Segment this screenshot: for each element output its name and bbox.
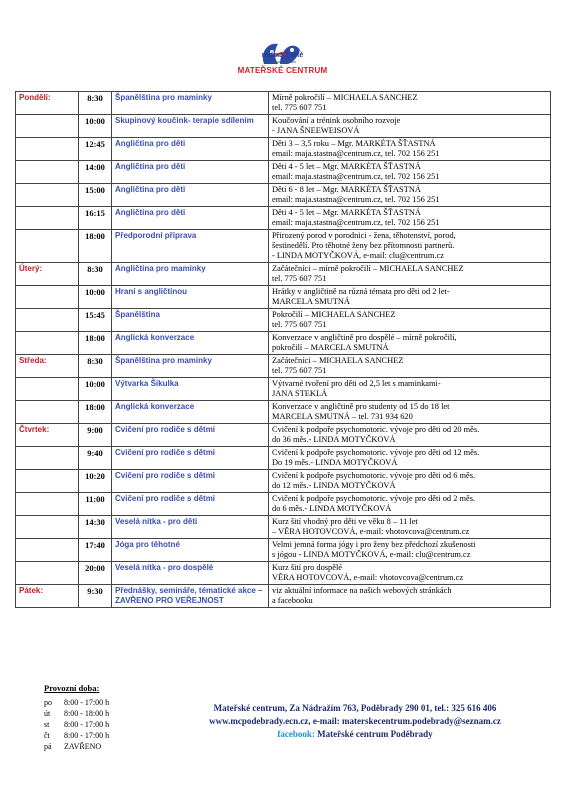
description-line: - JANA ŠNEEWEISOVÁ: [272, 126, 360, 135]
description-line: – VĚRA HOTOVCOVÁ, e-mail: vhotovcova@centrum.cz: [272, 527, 470, 536]
description-line: Mírně pokročilí – MICHAELA SANCHEZ: [272, 93, 418, 102]
hours-time: 8:00 - 17:00 h: [64, 697, 110, 707]
description-line: Začátečníci – MICHAELA SANCHEZ: [272, 356, 404, 365]
hours-row: [44, 697, 121, 708]
schedule-time: 18:00: [79, 401, 112, 424]
schedule-day: Středa:: [16, 355, 79, 378]
schedule-activity: Angličtina pro děti: [112, 138, 269, 161]
schedule-row: [16, 286, 551, 309]
schedule-day: [16, 184, 79, 207]
schedule-description: [269, 184, 551, 207]
hours-row: [44, 730, 121, 741]
facebook-value: Mateřské centrum Poděbrady: [314, 729, 433, 739]
description-line: Pokročilí – MICHAELA SANCHEZ: [272, 310, 396, 319]
schedule-activity: Jóga pro těhotné: [112, 539, 269, 562]
schedule-row: [16, 161, 551, 184]
schedule-activity: Angličtina pro děti: [112, 207, 269, 230]
hours-day: út: [44, 708, 51, 718]
schedule-description: [269, 355, 551, 378]
schedule-day: Čtvrtek:: [16, 424, 79, 447]
schedule-activity: Hraní s angličtinou: [112, 286, 269, 309]
schedule-row: [16, 332, 551, 355]
schedule-row: [16, 92, 551, 115]
opening-hours-body: [44, 697, 121, 752]
schedule-day: [16, 332, 79, 355]
description-line: Cvičení k podpoře psychomotoric. vývoje pro děti od 20 měs.: [272, 425, 480, 434]
schedule-time: 10:00: [79, 115, 112, 138]
logo-name: rodina a dítě: [261, 52, 304, 59]
schedule-description: [269, 263, 551, 286]
center-name: MATEŘSKÉ CENTRUM: [237, 66, 328, 75]
hours-day: st: [44, 719, 50, 729]
schedule-row: [16, 138, 551, 161]
hours-day: po: [44, 697, 52, 707]
hours-time: 8:00 - 17:00 h: [64, 719, 110, 729]
schedule-time: 15:00: [79, 184, 112, 207]
hours-day: pá: [44, 741, 52, 751]
description-line: pokročilí – MARCELA SMUTNÁ: [272, 343, 389, 352]
description-line: Cvičení k podpoře psychomotoric. vývoje pro děti od 6 měs.: [272, 471, 476, 480]
description-line: Kurz šití vhodný pro děti ve věku 8 – 11 let: [272, 517, 418, 526]
description-line: Cvičení k podpoře psychomotoric. vývoje pro děti od 2 měs.: [272, 494, 476, 503]
schedule-time: 15:45: [79, 309, 112, 332]
schedule-row: [16, 401, 551, 424]
logo-subtitle: zapsaný spolek: [268, 59, 297, 64]
description-line: Přirozený porod v porodnici - žena, těhotenství, porod,: [272, 231, 456, 240]
schedule-description: [269, 493, 551, 516]
schedule-row: [16, 184, 551, 207]
hours-time: 8:00 - 17:00 h: [64, 730, 110, 740]
schedule-day: [16, 447, 79, 470]
schedule-time: 8:30: [79, 92, 112, 115]
description-line: JANA STEKLÁ: [272, 389, 328, 398]
schedule-activity: Angličtina pro maminky: [112, 263, 269, 286]
schedule-time: 14:00: [79, 161, 112, 184]
description-line: do 6 měs.- LINDA MOTYČKOVÁ: [272, 504, 392, 513]
schedule-time: 10:00: [79, 378, 112, 401]
schedule-row: [16, 585, 551, 608]
schedule-description: [269, 585, 551, 608]
schedule-description: [269, 401, 551, 424]
schedule-day: [16, 309, 79, 332]
description-line: šestinedělí. Pro těhotné ženy bez přítomnosti partnerů.: [272, 241, 455, 250]
schedule-day: Pátek:: [16, 585, 79, 608]
description-line: email: maja.stastna@centrum.cz, tel. 702 156 251: [272, 172, 440, 181]
description-line: Výtvarné tvoření pro děti od 2,5 let s maminkami-: [272, 379, 441, 388]
description-line: Děti 6 - 8 let – Mgr. MARKÉTA ŠŤASTNÁ: [272, 185, 421, 194]
schedule-row: [16, 378, 551, 401]
schedule-description: [269, 539, 551, 562]
schedule-day: [16, 539, 79, 562]
schedule-activity: Cvičení pro rodiče s dětmi: [112, 424, 269, 447]
schedule-time: 17:40: [79, 539, 112, 562]
description-line: Hrátky v angličtině na různá témata pro děti od 2 let-: [272, 287, 450, 296]
schedule-activity: Španělština pro maminky: [112, 92, 269, 115]
description-line: tel. 775 607 751: [272, 274, 327, 283]
description-line: email: maja.stastna@centrum.cz, tel. 702 156 251: [272, 195, 440, 204]
description-line: Koučování a trénink osobního rozvoje: [272, 116, 401, 125]
schedule-time: 12:45: [79, 138, 112, 161]
schedule-day: [16, 138, 79, 161]
schedule-day: Úterý:: [16, 263, 79, 286]
schedule-row: [16, 516, 551, 539]
description-line: do 36 měs.- LINDA MOTYČKOVÁ: [272, 435, 396, 444]
schedule-description: [269, 309, 551, 332]
schedule-day: [16, 286, 79, 309]
description-line: tel. 775 607 751: [272, 366, 327, 375]
schedule-row: [16, 207, 551, 230]
description-line: viz aktuální informace na našich webových stránkách: [272, 586, 452, 595]
schedule-time: 18:00: [79, 230, 112, 263]
schedule-time: 11:00: [79, 493, 112, 516]
description-line: Do 19 měs.- LINDA MOTYČKOVÁ: [272, 458, 398, 467]
schedule-time: 9:30: [79, 585, 112, 608]
opening-hours-title: Provozní doba:: [44, 683, 100, 693]
opening-hours: [44, 683, 121, 752]
schedule-activity: Anglická konverzace: [112, 401, 269, 424]
schedule-activity: Cvičení pro rodiče s dětmi: [112, 493, 269, 516]
schedule-activity: Angličtina pro děti: [112, 161, 269, 184]
facebook-line: [165, 728, 545, 741]
description-line: Začátečníci – mírně pokročilí – MICHAELA SANCHEZ: [272, 264, 464, 273]
schedule-row: [16, 470, 551, 493]
hours-day: čt: [44, 730, 50, 740]
schedule-time: 9:40: [79, 447, 112, 470]
schedule-activity: Anglická konverzace: [112, 332, 269, 355]
schedule-body: [16, 92, 551, 608]
schedule-row: [16, 539, 551, 562]
schedule-row: [16, 424, 551, 447]
schedule-time: 8:30: [79, 263, 112, 286]
schedule-description: [269, 115, 551, 138]
description-line: Kurz šití pro dospělé: [272, 563, 343, 572]
schedule-activity: Angličtina pro děti: [112, 184, 269, 207]
description-line: Konverzace v angličtině pro dospělé – mírně pokročilí,: [272, 333, 457, 342]
facebook-label: facebook:: [277, 729, 315, 739]
description-line: tel. 775 607 751: [272, 103, 327, 112]
schedule-activity: Veselá nitka - pro děti: [112, 516, 269, 539]
description-line: email: maja.stastna@centrum.cz, tel. 702 156 251: [272, 149, 440, 158]
hours-row: [44, 741, 121, 752]
schedule-activity: Předporodní příprava: [112, 230, 269, 263]
schedule-activity: Španělština pro maminky: [112, 355, 269, 378]
schedule-table: [15, 91, 551, 608]
schedule-day: [16, 378, 79, 401]
schedule-description: [269, 161, 551, 184]
schedule-day: [16, 562, 79, 585]
schedule-time: 20:00: [79, 562, 112, 585]
schedule-day: [16, 470, 79, 493]
schedule-row: [16, 493, 551, 516]
schedule-row: [16, 447, 551, 470]
schedule-day: [16, 230, 79, 263]
schedule-description: [269, 230, 551, 263]
schedule-day: [16, 401, 79, 424]
schedule-row: [16, 309, 551, 332]
schedule-day: Pondělí:: [16, 92, 79, 115]
description-line: Děti 4 - 5 let – Mgr. MARKÉTA ŠŤASTNÁ: [272, 162, 421, 171]
contact-footer: [165, 702, 545, 741]
hours-row: [44, 719, 121, 730]
schedule-description: [269, 516, 551, 539]
schedule-description: [269, 332, 551, 355]
schedule-description: [269, 92, 551, 115]
schedule-time: 10:00: [79, 286, 112, 309]
description-line: Děti 3 – 3,5 roku – Mgr. MARKÉTA ŠŤASTNÁ: [272, 139, 436, 148]
schedule-activity: Cvičení pro rodiče s dětmi: [112, 470, 269, 493]
description-line: email: maja.stastna@centrum.cz, tel. 702 156 251: [272, 218, 440, 227]
description-line: - LINDA MOTYČKOVÁ, e-mail: clu@centrum.cz: [272, 251, 444, 260]
description-line: Velmi jemná forma jógy i pro ženy bez předchozí zkušenosti: [272, 540, 476, 549]
schedule-time: 8:30: [79, 355, 112, 378]
schedule-description: [269, 424, 551, 447]
schedule-row: [16, 115, 551, 138]
schedule-description: [269, 470, 551, 493]
web-email-line: www.mcpodebrady.ecn.cz, e-mail: materskecentrum.podebrady@seznam.cz: [209, 716, 501, 726]
schedule-time: 14:30: [79, 516, 112, 539]
schedule-activity: Cvičení pro rodiče s dětmi: [112, 447, 269, 470]
description-line: a facebooku: [272, 596, 313, 605]
schedule-day: [16, 493, 79, 516]
schedule-activity: Skupinový koučink- terapie sdílením: [112, 115, 269, 138]
schedule-row: [16, 355, 551, 378]
hours-time: 8:00 - 18:00 h: [64, 708, 110, 718]
address-line: Mateřské centrum, Za Nádražím 763, Poděbrady 290 01, tel.: 325 616 406: [213, 703, 497, 713]
schedule-time: 9:00: [79, 424, 112, 447]
schedule-activity: Španělština: [112, 309, 269, 332]
opening-hours-table: [44, 697, 121, 752]
schedule-time: 10:20: [79, 470, 112, 493]
schedule-description: [269, 447, 551, 470]
schedule-row: [16, 263, 551, 286]
schedule-time: 16:15: [79, 207, 112, 230]
schedule-time: 18:00: [79, 332, 112, 355]
description-line: Konverzace v angličtině pro studenty od 15 do 18 let: [272, 402, 450, 411]
schedule-row: [16, 562, 551, 585]
hours-time: ZAVŘENO: [64, 741, 102, 751]
description-line: Děti 4 - 5 let – Mgr. MARKÉTA ŠŤASTNÁ: [272, 208, 421, 217]
schedule-row: [16, 230, 551, 263]
description-line: VĚRA HOTOVCOVÁ, e-mail: vhotovcova@centrum.cz: [272, 573, 464, 582]
description-line: do 12 měs.- LINDA MOTYČKOVÁ: [272, 481, 396, 490]
description-line: tel. 775 607 751: [272, 320, 327, 329]
schedule-activity: Přednášky, semináře, tématické akce – ZAVŘENO PRO VEŘEJNOST: [112, 585, 269, 608]
hours-row: [44, 708, 121, 719]
description-line: MARCELA SMUTNÁ: [272, 297, 350, 306]
schedule-description: [269, 138, 551, 161]
schedule-description: [269, 207, 551, 230]
schedule-day: [16, 207, 79, 230]
schedule-activity: Veselá nitka - pro dospělé: [112, 562, 269, 585]
schedule-day: [16, 161, 79, 184]
schedule-day: [16, 516, 79, 539]
description-line: Cvičení k podpoře psychomotoric. vývoje pro děti od 12 měs.: [272, 448, 480, 457]
schedule-description: [269, 378, 551, 401]
schedule-description: [269, 562, 551, 585]
description-line: MARCELA SMUTNÁ – tel. 731 934 620: [272, 412, 413, 421]
schedule-day: [16, 115, 79, 138]
description-line: s jógou - LINDA MOTYČKOVÁ, e-mail: clu@centrum.cz: [272, 550, 471, 559]
schedule-activity: Výtvarka Šikulka: [112, 378, 269, 401]
schedule-description: [269, 286, 551, 309]
